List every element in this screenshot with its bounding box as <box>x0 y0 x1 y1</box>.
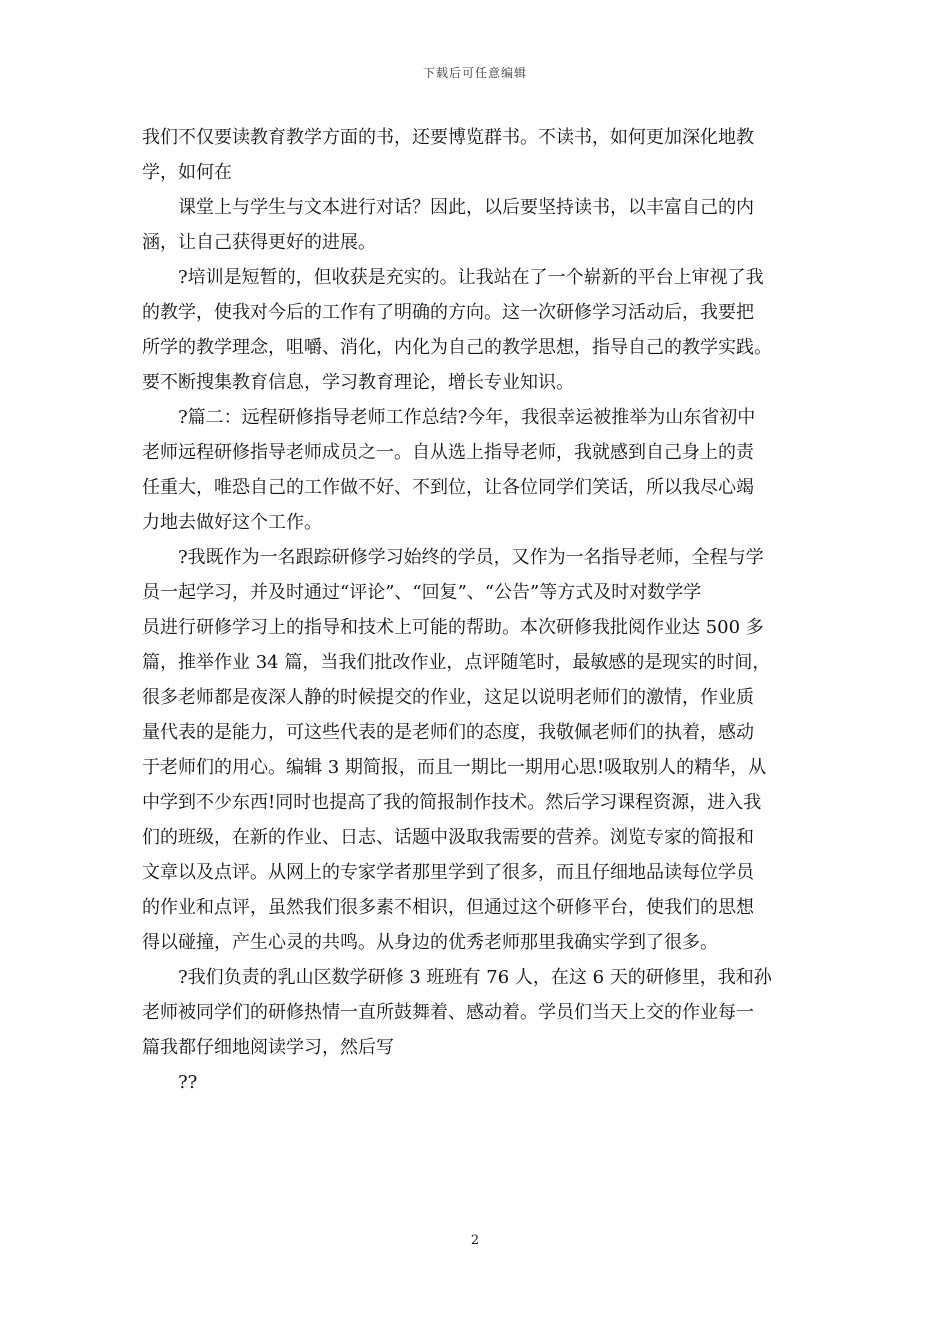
text-line: ?我们负责的乳山区数学研修 3 班班有 76 人，在这 6 天的研修里，我和孙 <box>178 967 772 988</box>
text-line: 课堂上与学生与文本进行对话？因此，以后要坚持读书，以丰富自己的内 <box>178 197 754 218</box>
text-line: 文章以及点评。从网上的专家学者那里学到了很多，而且仔细地品读每位学员 <box>142 862 754 883</box>
body-text <box>142 120 814 1100</box>
text-line: 的作业和点评，虽然我们很多素不相识，但通过这个研修平台，使我们的思想 <box>142 897 754 918</box>
text-line: 于老师们的用心。编辑 3 期简报，而且一期比一期用心思!吸取别人的精华，从 <box>142 757 767 778</box>
text-line: 篇我都仔细地阅读学习，然后写 <box>142 1037 394 1058</box>
text-line: ?我既作为一名跟踪研修学习始终的学员，又作为一名指导老师，全程与学 <box>178 547 764 568</box>
text-line: 很多老师都是夜深人静的时候提交的作业，这足以说明老师们的激情，作业质 <box>142 687 754 708</box>
text-line: 要不断搜集教育信息，学习教育理论，增长专业知识。 <box>142 372 574 393</box>
text-line: 学，如何在 <box>142 162 232 183</box>
text-line: 篇，推举作业 34 篇，当我们批改作业，点评随笔时，最敏感的是现实的时间， <box>142 652 771 673</box>
text-line: 们的班级，在新的作业、日志、话题中汲取我需要的营养。浏览专家的简报和 <box>142 827 754 848</box>
text-line: 量代表的是能力，可这些代表的是老师们的态度，我敬佩老师们的执着，感动 <box>142 722 754 743</box>
text-line: 涵，让自己获得更好的进展。 <box>142 232 376 253</box>
text-line: 我们不仅要读教育教学方面的书，还要博览群书。不读书，如何更加深化地教 <box>142 127 754 148</box>
text-line: 力地去做好这个工作。 <box>142 512 322 533</box>
text-line: 任重大，唯恐自己的工作做不好、不到位，让各位同学们笑话，所以我尽心竭 <box>142 477 754 498</box>
page-header: 下载后可任意编辑 <box>422 66 527 80</box>
text-line: 员进行研修学习上的指导和技术上可能的帮助。本次研修我批阅作业达 500 多 <box>142 617 764 638</box>
text-line: ?? <box>178 1072 198 1093</box>
text-line: 员一起学习，并及时通过“评论”、“回复”、“公告”等方式及时对数学学 <box>142 582 702 603</box>
text-line: 老师被同学们的研修热情一直所鼓舞着、感动着。学员们当天上交的作业每一 <box>142 1002 754 1023</box>
text-line: ?培训是短暂的，但收获是充实的。让我站在了一个崭新的平台上审视了我 <box>178 267 764 288</box>
text-line: 中学到不少东西!同时也提高了我的简报制作技术。然后学习课程资源，进入我 <box>142 792 762 813</box>
text-line: 得以碰撞，产生心灵的共鸣。从身边的优秀老师那里我确实学到了很多。 <box>142 932 718 953</box>
text-line: 老师远程研修指导老师成员之一。自从选上指导老师，我就感到自己身上的责 <box>142 442 754 463</box>
page-number: 2 <box>470 1233 480 1248</box>
text-line: ?篇二：远程研修指导老师工作总结?今年，我很幸运被推举为山东省初中 <box>178 407 756 428</box>
text-line: 所学的教学理念，咀嚼、消化，内化为自己的教学思想，指导自己的教学实践。 <box>142 337 772 358</box>
text-line: 的教学，使我对今后的工作有了明确的方向。这一次研修学习活动后，我要把 <box>142 302 754 323</box>
